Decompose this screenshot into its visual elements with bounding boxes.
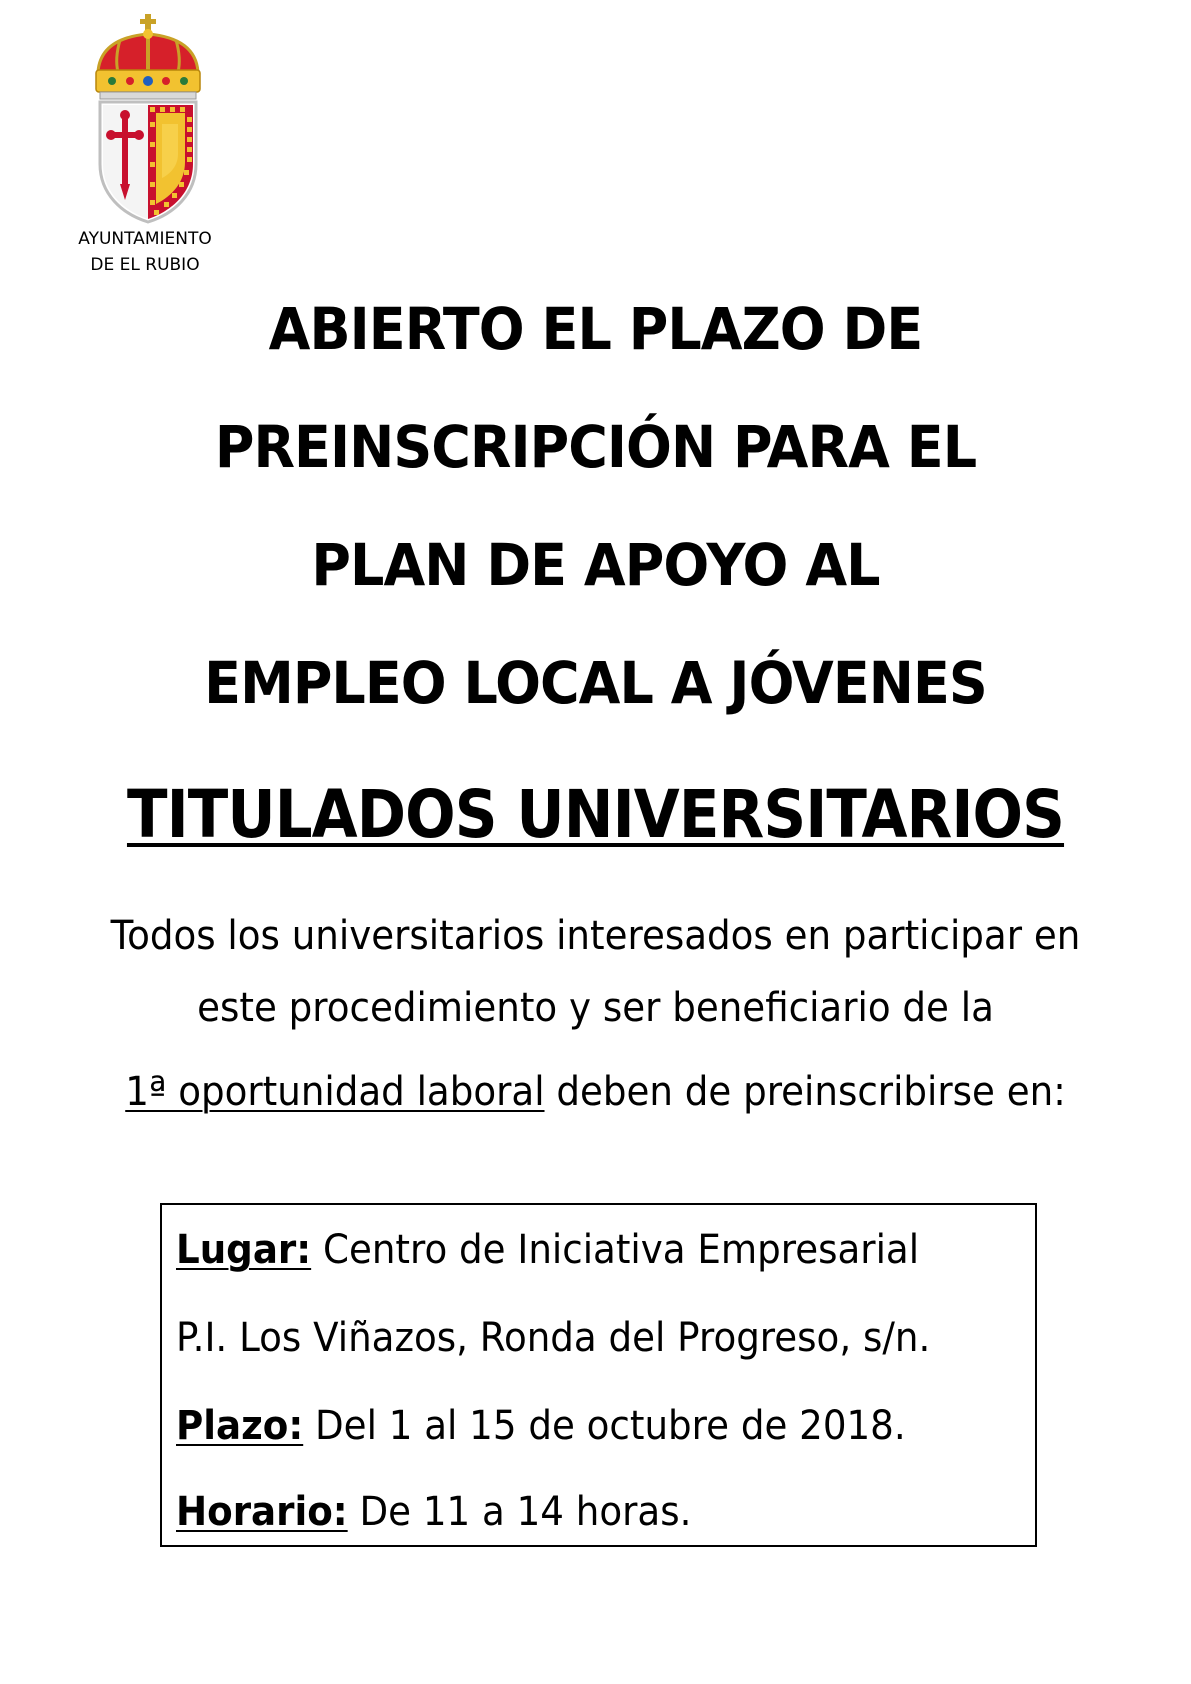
body-line-3-rest: deben de preinscribirse en: <box>544 1069 1066 1115</box>
body-line-1: Todos los universitarios interesados en participar en <box>110 913 1081 959</box>
first-job-opportunity-text: 1ª oportunidad laboral <box>125 1069 545 1115</box>
headline-line-2: PREINSCRIPCIÓN PARA EL <box>214 413 977 481</box>
info-box <box>160 1203 1037 1547</box>
headline-line-3: PLAN DE APOYO AL <box>311 531 880 599</box>
body-line-3 <box>42 1066 1150 1118</box>
hours-label: Horario: <box>176 1489 348 1535</box>
deadline-value: Del 1 al 15 de octubre de 2018. <box>303 1403 906 1449</box>
deadline-line <box>176 1401 906 1451</box>
hours-value: De 11 a 14 horas. <box>347 1489 692 1535</box>
organization-name-line1: AYUNTAMIENTO <box>78 229 212 249</box>
place-line <box>176 1225 919 1275</box>
subtitle <box>60 775 1132 855</box>
headline-line-4: EMPLEO LOCAL A JÓVENES <box>204 649 987 717</box>
organization-name <box>50 226 240 278</box>
headline-line-1: ABIERTO EL PLAZO DE <box>268 295 923 363</box>
organization-name-line2: DE EL RUBIO <box>90 255 200 275</box>
hours-line <box>176 1487 691 1537</box>
coat-of-arms-icon <box>90 14 206 224</box>
subtitle-text: TITULADOS UNIVERSITARIOS <box>126 776 1065 853</box>
address-line: P.I. Los Viñazos, Ronda del Progreso, s/n. <box>176 1315 931 1361</box>
place-value: Centro de Iniciativa Empresarial <box>311 1227 920 1273</box>
body-line-2: este procedimiento y ser beneficiario de la <box>197 985 994 1031</box>
deadline-label: Plazo: <box>176 1403 304 1449</box>
place-label: Lugar: <box>176 1227 312 1273</box>
